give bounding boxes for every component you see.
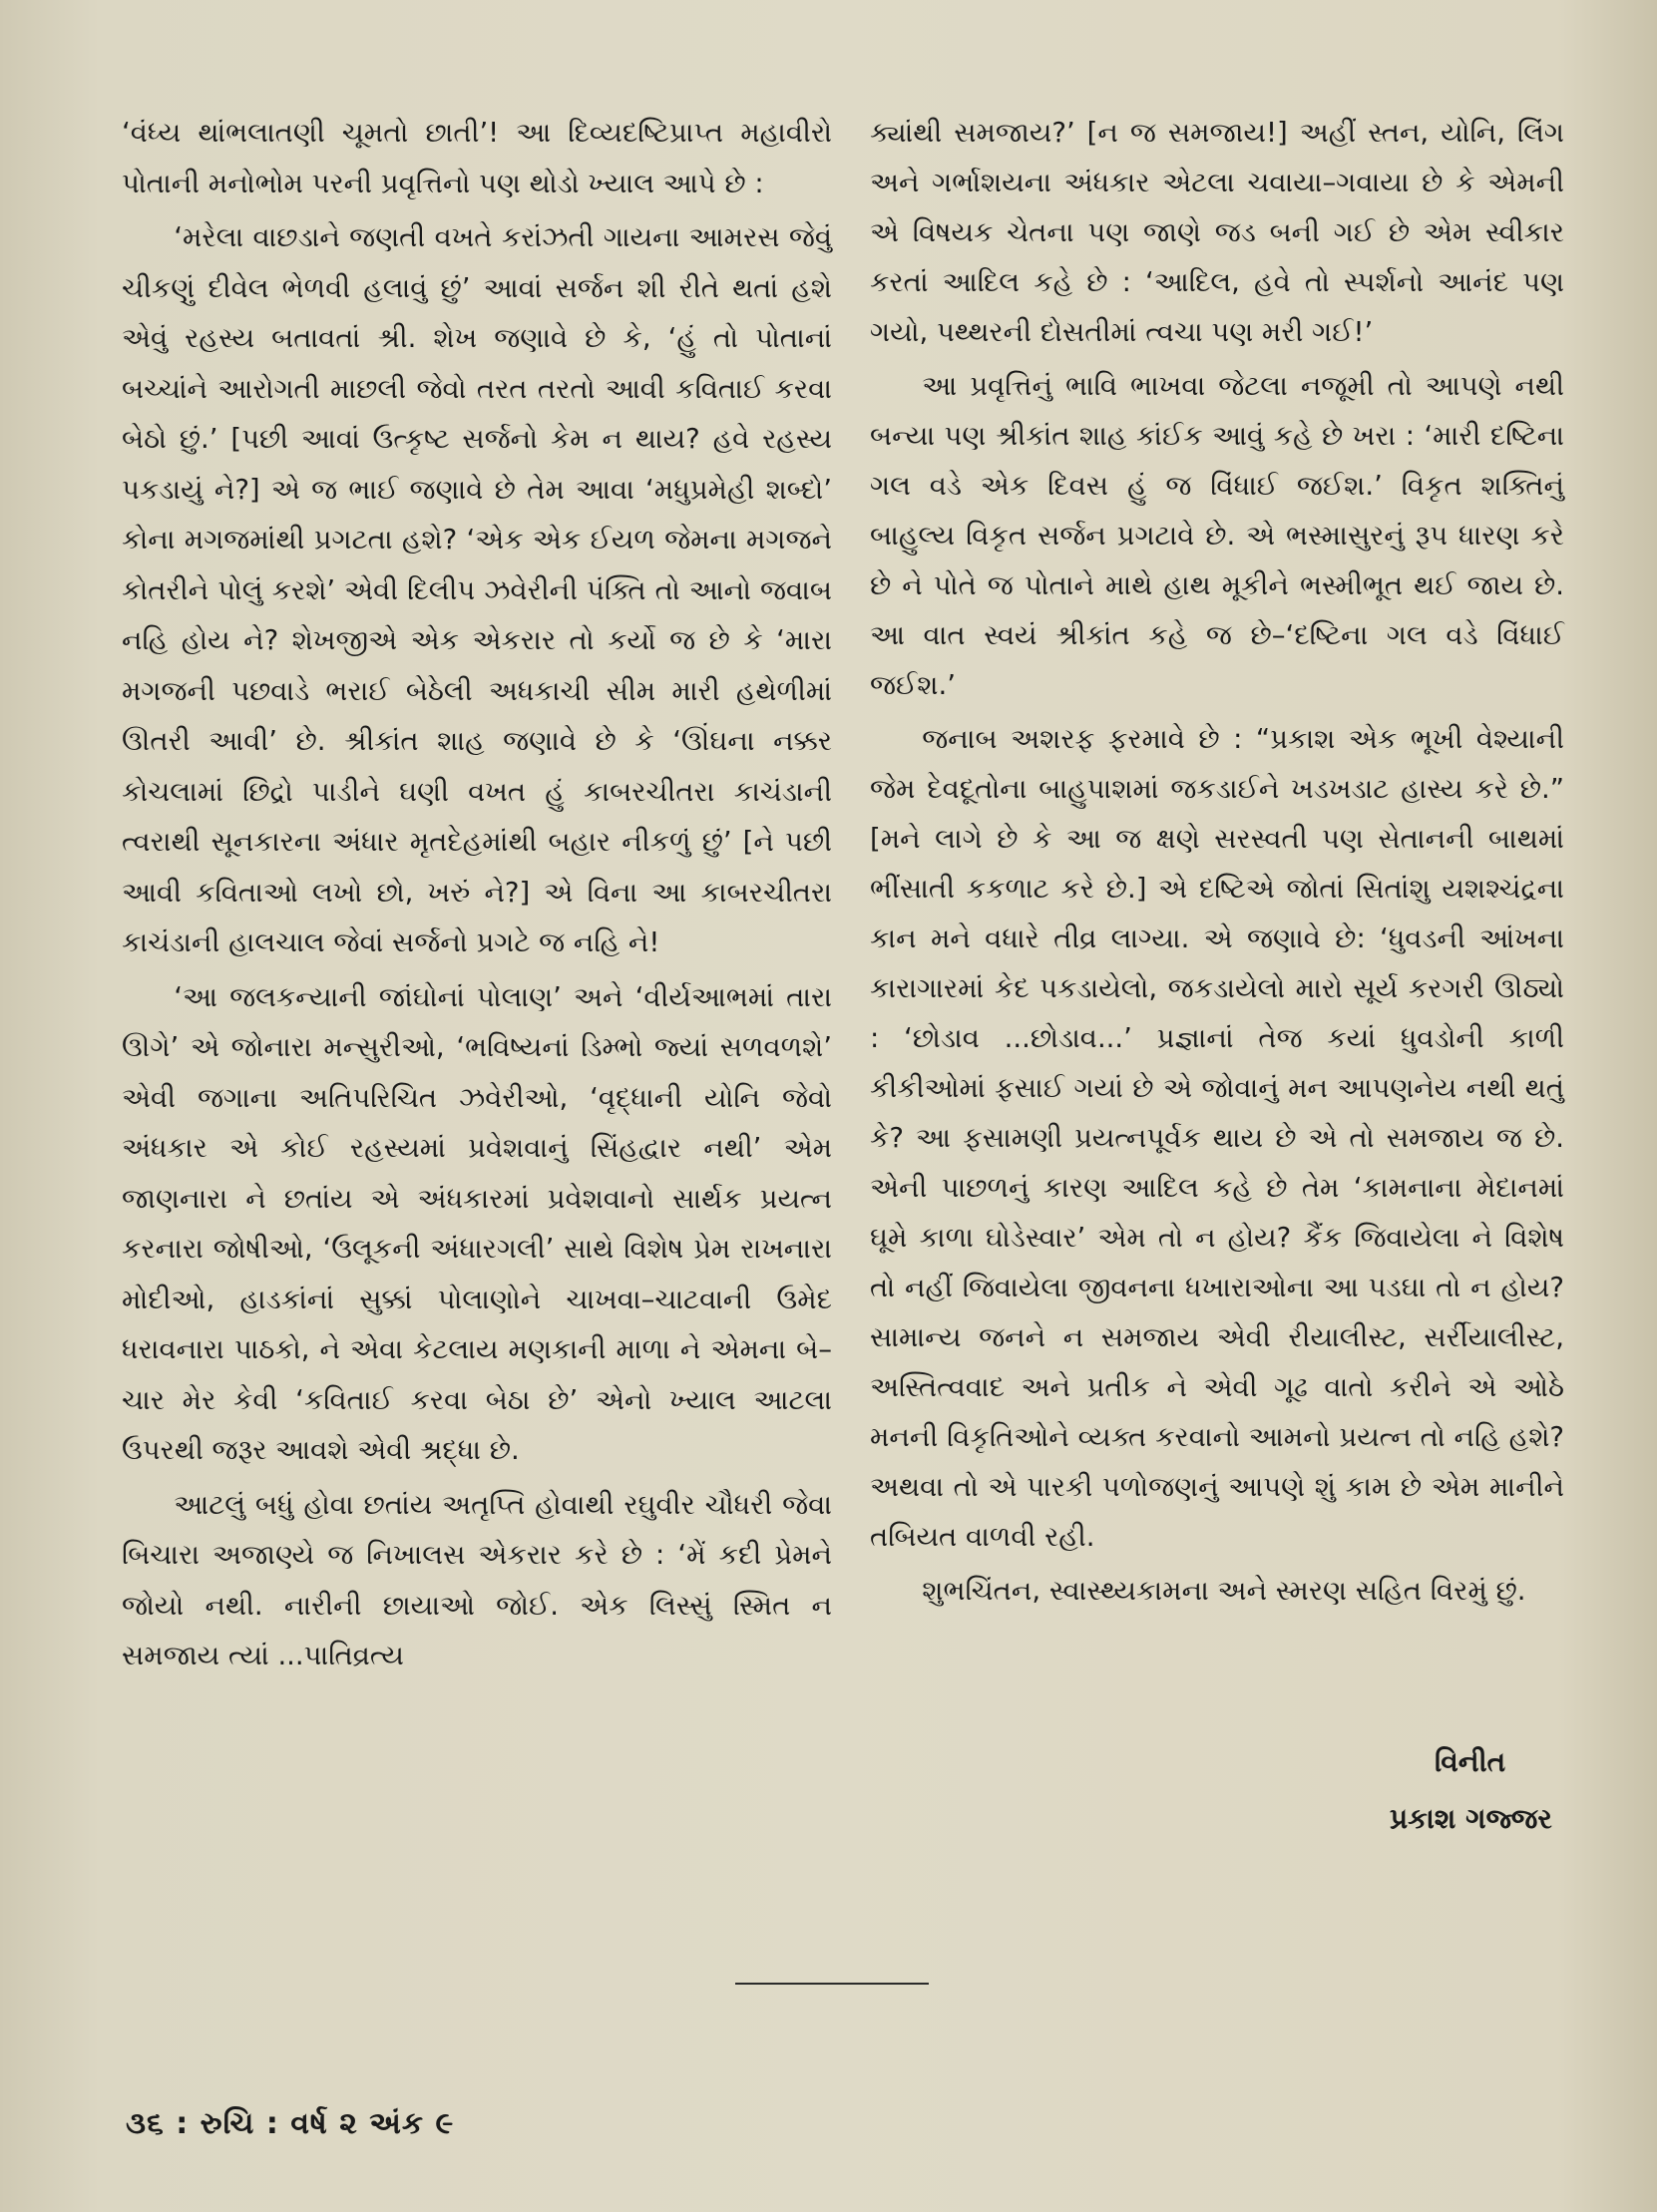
left-paragraph-2: ‘મરેલા વાછડાને જણતી વખતે કરાંઝતી ગાયના આમરસ જેવું ચીકણું દીવેલ ભેળવી હલાવું છું’ આવાં સર્જન શી રીતે થતાં હશે એવું રહસ્ય બતાવતાં શ્રી. શેખ જણાવે છે કે, ‘હું તો પોતાનાં બચ્ચાંને આરોગતી માછલી જેવો તરત તરતો આવી કવિતાઈ કરવા બેઠો છું.’ [પછી આવાં ઉત્કૃષ્ટ સર્જનો કેમ ન થાય? હવે રહસ્ય પકડાયું ને?] એ જ ભાઈ જણાવે છે તેમ આવા ‘મધુપ્રમેહી શબ્દો’ કોના મગજમાંથી પ્રગટતા હશે? ‘એક એક ઈયળ જેમના મગજને કોતરીને પોલું કરશે’ એવી દિલીપ ઝવેરીની પંક્તિ તો આનો જવાબ નહિ હોય ને? શેખજીએ એક એકરાર તો કર્યો જ છે કે ‘મારા મગજની પછવાડે ભરાઈ બેઠેલી અધકાચી સીમ મારી હથેળીમાં ઊતરી આવી’ છે. શ્રીકાંત શાહ જણાવે છે કે ‘ઊંઘના નક્કર કોચલામાં છિદ્રો પાડીને ઘણી વખત હું કાબરચીતરા કાચંડાની ત્વરાથી સૂનકારના અંધાર મૃતદેહમાંથી બહાર નીકળું છું’ [ને પછી આવી કવિતાઓ લખો છો, ખરું ને?] એ વિના આ કાબરચીતરા કાચંડાની હાલચાલ જેવાં સર્જનો પ્રગટે જ નહિ ને!: [122, 221, 832, 958]
left-paragraph-3: ‘આ જલકન્યાની જાંઘોનાં પોલાણ’ અને ‘વીર્યઆભમાં તારા ઊગે’ એ જોનારા મન્સુરીઓ, ‘ભવિષ્યનાં ડિમ્ભો જ્યાં સળવળશે’ એવી જગાના અતિપરિચિત ઝવેરીઓ, ‘વૃદ્ધાની યોનિ જેવો અંધકાર એ કોઈ રહસ્યમાં પ્રવેશવાનું સિંહદ્વાર નથી’ એમ જાણનારા ને છતાંય એ અંધકારમાં પ્રવેશવાનો સાર્થક પ્રયત્ન કરનારા જોષીઓ, ‘ઉલૂકની અંધારગલી’ સાથે વિશેષ પ્રેમ રાખનારા મોદીઓ, હાડકાંનાં સુક્કાં પોલાણોને ચાખવા–ચાટવાની ઉમેદ ધરાવનારા પાઠકો, ને એવા કેટલાય મણકાની માળા ને એમના બે–ચાર મેર કેવી ‘કવિતાઈ કરવા બેઠા છે’ એનો ખ્યાલ આટલા ઉપરથી જરૂર આવશે એવી શ્રદ્ધા છે.: [122, 980, 832, 1466]
left-column: [122, 108, 832, 1685]
right-paragraph-2: આ પ્રવૃત્તિનું ભાવિ ભાખવા જેટલા નજૂમી તો આપણે નથી બન્યા પણ શ્રીકાંત શાહ કાંઈક આવું કહે છે ખરા : ‘મારી દષ્ટિના ગલ વડે એક દિવસ હું જ વિંધાઈ જઈશ.’ વિકૃત શક્તિનું બાહુલ્ય વિકૃત સર્જન પ્રગટાવે છે. એ ભસ્માસુરનું રૂપ ધારણ કરે છે ને પોતે જ પોતાને માથે હાથ મૂકીને ભસ્મીભૂત થઈ જાય છે. આ વાત સ્વયં શ્રીકાંત કહે જ છે–‘દષ્ટિના ગલ વડે વિંધાઈ જઈશ.’: [870, 370, 1564, 701]
section-divider: [735, 1983, 929, 1985]
page-footer: ૩૬ : રુચિ : વર્ષ ૨ અંક ૯: [126, 2106, 455, 2141]
closing-word: વિનીત: [1435, 1745, 1506, 1778]
left-paragraph-4: આટલું બધું હોવા છતાંય અતૃપ્તિ હોવાથી રઘુવીર ચૌધરી જેવા બિચારા અજાણ્યે જ નિખાલસ એકરાર કરે છે : ‘મેં કદી પ્રેમને જોયો નથી. નારીની છાયાઓ જોઈ. એક લિસ્સું સ્મિત ન સમજાય ત્યાં ...પાતિવ્રત્ય: [122, 1488, 832, 1671]
left-paragraph-1: ‘વંધ્ય થાંભલાતણી ચૂમતો છાતી’! આ દિવ્યદષ્ટિપ્રાપ્ત મહાવીરો પોતાની મનોભોમ પરની પ્રવૃત્તિનો પણ થોડો ખ્યાલ આપે છે :: [122, 117, 832, 199]
right-paragraph-3: જનાબ અશરફ ફરમાવે છે : “પ્રકાશ એક ભૂખી વેશ્યાની જેમ દેવદૂતોના બાહુપાશમાં જકડાઈને ખડખડાટ હાસ્ય કરે છે.” [મને લાગે છે કે આ જ ક્ષણે સરસ્વતી પણ સેતાનની બાથમાં ભીંસાતી કકળાટ કરે છે.] એ દષ્ટિએ જોતાં સિતાંશુ યશશ્ચંદ્રના કાન મને વધારે તીવ્ર લાગ્યા. એ જણાવે છે: ‘ધુવડની આંખના કારાગારમાં કેદ પકડાયેલો, જકડાયેલો મારો સૂર્ય કરગરી ઊઠ્યો : ‘છોડાવ ...છોડાવ...’ પ્રજ્ઞાનાં તેજ કયાં ધુવડોની કાળી કીકીઓમાં ફસાઈ ગયાં છે એ જોવાનું મન આપણનેય નથી થતું કે? આ ફસામણી પ્રયત્નપૂર્વક થાય છે એ તો સમજાય જ છે. એની પાછળનું કારણ આદિલ કહે છે તેમ ‘કામનાના મેદાનમાં ઘૂમે કાળા ઘોડેસ્વાર’ એમ તો ન હોય? કૈંક જિવાયેલા ને વિશેષ તો નહીં જિવાયેલા જીવનના ધખારાઓના આ પડઘા તો ન હોય? સામાન્ય જનને ન સમજાય એવી રીયાલીસ્ટ, સર્રીયાલીસ્ટ, અસ્તિત્વવાદ અને પ્રતીક ને એવી ગૂઢ વાતો કરીને એ ઓઠે મનની વિકૃતિઓને વ્યક્ત કરવાનો આમનો પ્રયત્ન તો નહિ હશે? અથવા તો એ પારકી પળોજણનું આપણે શું કામ છે એમ માનીને તબિયત વાળવી રહી.: [870, 723, 1564, 1553]
right-paragraph-4: શુભચિંતન, સ્વાસ્થ્યકામના અને સ્મરણ સહિત વિરમું છું.: [922, 1575, 1526, 1607]
right-paragraph-1: ક્યાંથી સમજાય?’ [ન જ સમજાય!] અહીં સ્તન, યોનિ, લિંગ અને ગર્ભાશયના અંધકાર એટલા ચવાયા–ગવાયા છે કે એમની એ વિષયક ચેતના પણ જાણે જડ બની ગઈ છે એમ સ્વીકાર કરતાં આદિલ કહે છે : ‘આદિલ, હવે તો સ્પર્શનો આનંદ પણ ગયો, પથ્થરની દોસતીમાં ત્વચા પણ મરી ગઈ!’: [870, 117, 1564, 348]
author-signature: પ્રકાશ ગજ્જર: [1390, 1802, 1552, 1835]
right-column: [870, 108, 1564, 1620]
